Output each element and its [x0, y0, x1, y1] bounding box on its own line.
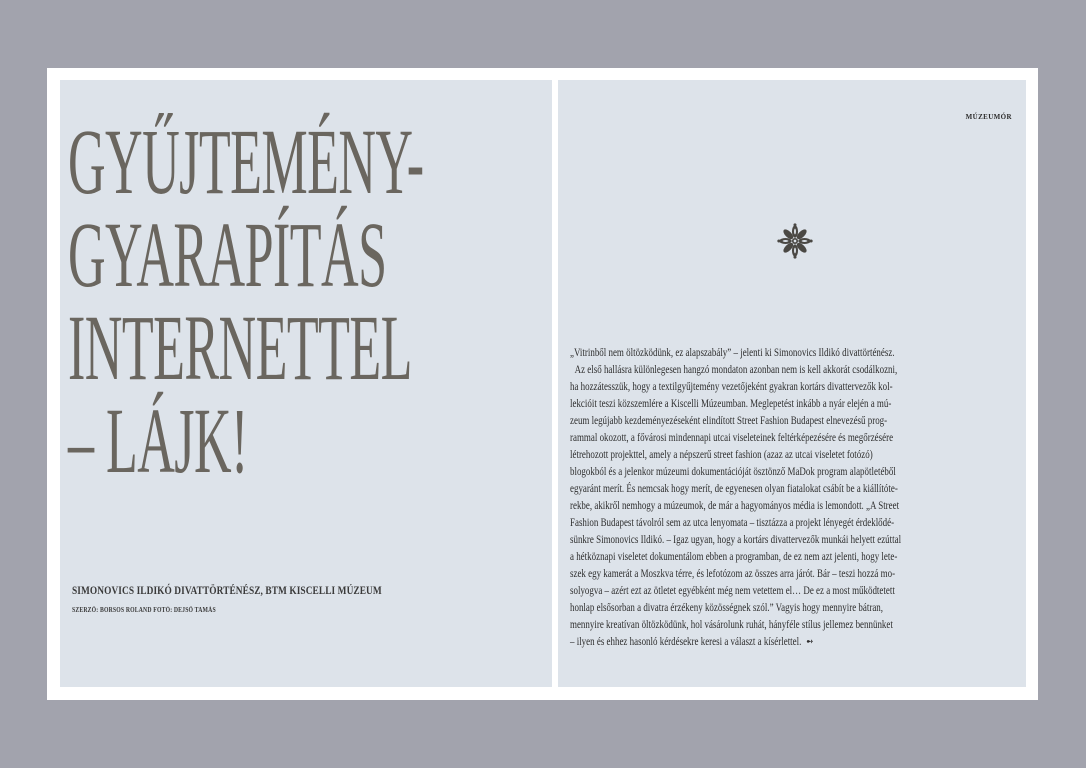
- body-line: ha hozzátesszük, hogy a textilgyűjtemény vezetőjeként gyakran kortárs divattervezők kol-: [570, 380, 893, 393]
- body-line: létrehozott projekttel, amely a népszerű street fashion (azaz az utcai viseletet fotózó): [570, 448, 873, 461]
- body-line: „Vitrinből nem öltözködünk, ez alapszabály” – jelenti ki Simonovics Ildikó divattörténész.: [570, 346, 895, 359]
- body-line: szek egy kamerát a Moszkva térre, és lefotózom az összes arra járót. Bár – teszi hozzá mo-: [570, 567, 896, 580]
- body-line: solyogva – azért ezt az ötletet egyébként még nem vetettem el… De ez a most működtetett: [570, 584, 895, 597]
- body-line-last: [570, 633, 1018, 650]
- body-line: a hétköznapi viseletet dokumentálom ebben a programban, de ez nem azt jelenti, hogy lete-: [570, 550, 898, 563]
- headline-line-1: GYŰJTEMÉNY-: [68, 111, 424, 214]
- article-subtitle: SIMONOVICS ILDIKÓ DIVATTÖRTÉNÉSZ, BTM KISCELLI MÚZEUM: [72, 583, 382, 597]
- section-tag: MÚZEUMÓR: [965, 113, 1012, 121]
- right-page: [558, 80, 1026, 687]
- body-line: egyaránt merít. És nemcsak hogy merít, de egyenesen olyan fiatalokat csábít be a kiállítóte-: [570, 482, 898, 495]
- body-line: sünkre Simonovics Ildikó. – Igaz ugyan, hogy a kortárs divattervezők munkái helyett ezúttal: [570, 533, 902, 546]
- headline-line-4: – LÁJK!: [68, 390, 248, 493]
- body-line: mennyire kreatívan öltözködünk, hol vásárolunk ruhát, hányféle stílus jellemez bennünket: [570, 618, 893, 631]
- headline-line-2: GYARAPÍTÁS: [68, 204, 387, 307]
- article-body: [570, 344, 1018, 650]
- floral-ornament-icon: [776, 222, 814, 260]
- headline-line-3: INTERNETTEL: [68, 297, 412, 400]
- body-line: rammal okozott, a fővárosi mindennapi utcai viseleteinek feltérképezésére és megőrzésére: [570, 431, 894, 444]
- body-line: rekbe, akikről nemhogy a múzeumok, de már a hagyományos média is lemondott. „A Street: [570, 499, 900, 512]
- body-line: zeum legújabb kezdeményezéseként elindított Street Fashion Budapest elnevezésű prog-: [570, 414, 888, 427]
- body-line-text: – ilyen és ehhez hasonló kérdésekre keresi a választ a kísérlettel.: [570, 635, 802, 648]
- body-line: Az első hallásra különlegesen hangzó mondaton azonban nem is kell akkorát csodálkozni,: [574, 363, 898, 376]
- article-credits: SZERZŐ: BORSOS ROLAND FOTÓ: DEJSŐ TAMÁS: [72, 606, 216, 614]
- left-page: [60, 80, 552, 687]
- magazine-spread: [47, 68, 1038, 700]
- body-line: Fashion Budapest távolról sem az utca lenyomata – tisztázza a projekt lényegét érdeklődé-: [570, 516, 895, 529]
- body-line: blogokból és a jelenkor múzeumi dokumentációját ösztönző MaDok program alapötletéből: [570, 465, 896, 478]
- end-arrow-icon: ➻: [806, 635, 814, 648]
- body-line: lekcióit teszi közszemlére a Kiscelli Múzeumban. Meglepetést inkább a nyár elején a mú-: [570, 397, 892, 410]
- article-headline: [68, 111, 548, 493]
- body-line: honlap elsősorban a divatra érzékeny közösségnek szól.” Vagyis hogy mennyire bátran,: [570, 601, 884, 614]
